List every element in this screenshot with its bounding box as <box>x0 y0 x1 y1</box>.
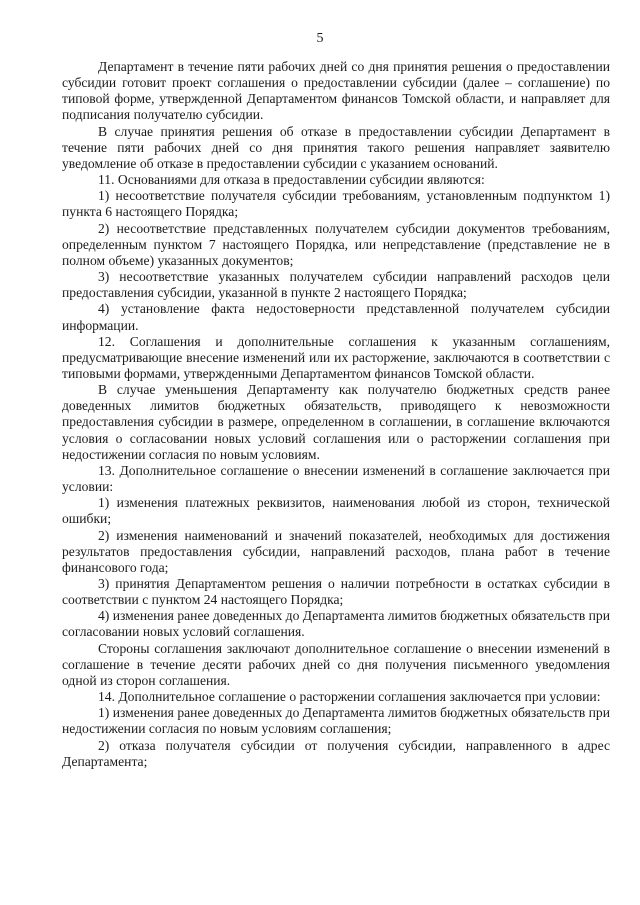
list-item: 1) несоответствие получателя субсидии требованиям, установленным подпунктом 1) пункта 6 настоящего Порядка; <box>62 188 610 220</box>
paragraph: В случае принятия решения об отказе в предоставлении субсидии Департамент в течение пяти рабочих дней со дня принятия такого решения направляет заявителю уведомление об отказе в предоставлении субсидии с указанием оснований. <box>62 123 610 171</box>
list-item: 2) отказа получателя субсидии от получения субсидии, направленного в адрес Департамента; <box>62 737 610 769</box>
list-item: 1) изменения ранее доведенных до Департамента лимитов бюджетных обязательств при недостижении согласия по новым условиям соглашения; <box>62 705 610 737</box>
paragraph: 12. Соглашения и дополнительные соглашения к указанным соглашениям, предусматривающие внесение изменений или их расторжение, заключаются в соответствии с типовыми формами, утвержденными Департаментом финансов Томской области. <box>62 333 610 381</box>
list-item: 4) установление факта недостоверности представленной получателем субсидии информации. <box>62 301 610 333</box>
paragraph: 14. Дополнительное соглашение о расторжении соглашения заключается при условии: <box>98 689 601 705</box>
paragraph: 11. Основаниями для отказа в предоставлении субсидии являются: <box>98 172 485 188</box>
page-number: 5 <box>316 31 324 46</box>
list-item: 4) изменения ранее доведенных до Департамента лимитов бюджетных обязательств при согласовании новых условий соглашения. <box>62 608 610 640</box>
list-item: 3) несоответствие указанных получателем субсидии направлений расходов цели предоставления субсидии, указанной в пункте 2 настоящего Порядка; <box>62 269 610 301</box>
paragraph: В случае уменьшения Департаменту как получателю бюджетных средств ранее доведенных лимитов бюджетных обязательств, приводящего к невозможности предоставления субсидии в размере, определенном в соглашении, в соглашение включаются условия о согласовании новых условий соглашения или о расторжении соглашения при недостижении согласия по новым условиям. <box>62 382 610 462</box>
list-item: 2) изменения наименований и значений показателей, необходимых для достижения результатов предоставления субсидии, направлений расходов, плана работ в течение финансового года; <box>62 527 610 575</box>
list-item: 3) принятия Департаментом решения о наличии потребности в остатках субсидии в соответствии с пунктом 24 настоящего Порядка; <box>62 576 610 608</box>
document-body <box>62 59 610 770</box>
list-item: 1) изменения платежных реквизитов, наименования любой из сторон, технической ошибки; <box>62 495 610 527</box>
paragraph: 13. Дополнительное соглашение о внесении изменений в соглашение заключается при условии: <box>62 462 610 495</box>
paragraph: Департамент в течение пяти рабочих дней со дня принятия решения о предоставлении субсидии готовит проект соглашения о предоставлении субсидии (далее – соглашение) по типовой форме, утвержденной Департаментом финансов Томской области, и направляет для подписания получателю субсидии. <box>62 59 610 123</box>
list-item: 2) несоответствие представленных получателем субсидии документов требованиям, определенным пунктом 7 настоящего Порядка, или непредставление (представление не в полном объеме) указанных документов; <box>62 220 610 268</box>
paragraph: Стороны соглашения заключают дополнительное соглашение о внесении изменений в соглашение в течение десяти рабочих дней со дня получения письменного уведомления одной из сторон соглашения. <box>62 640 610 688</box>
